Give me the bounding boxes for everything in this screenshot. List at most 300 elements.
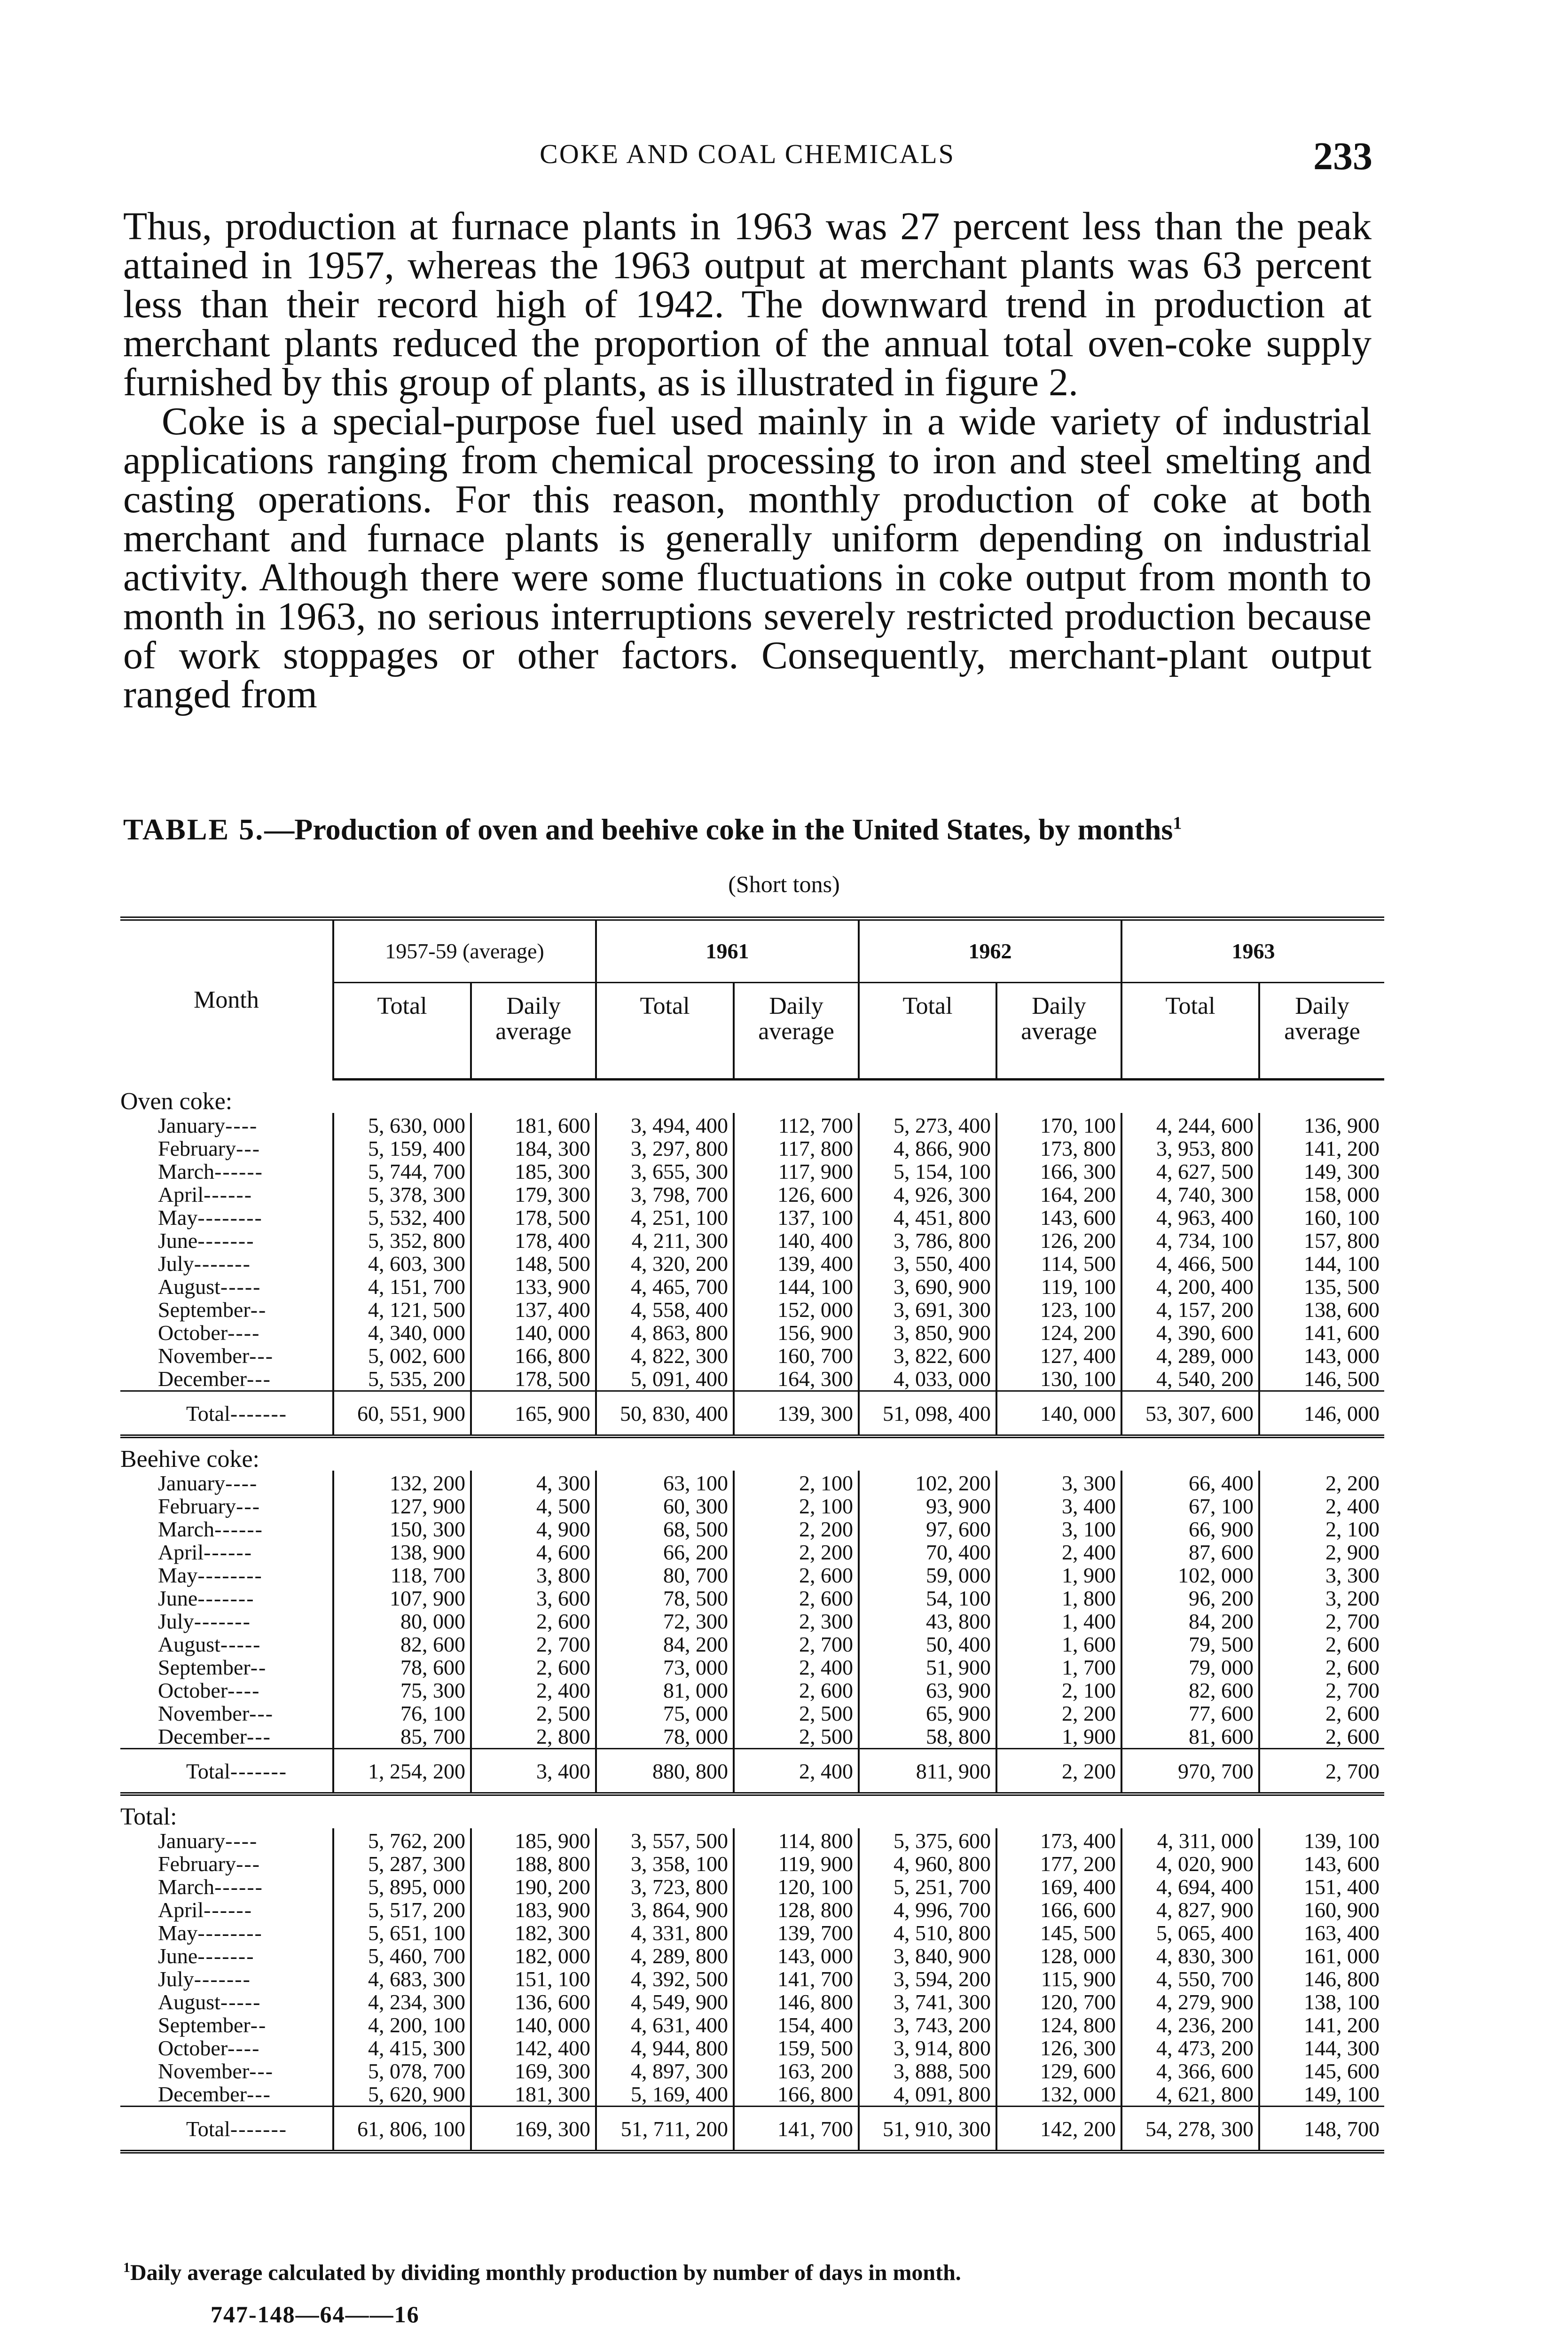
value-cell: 160, 900 (1259, 1898, 1384, 1921)
value-cell: 4, 944, 800 (596, 2037, 734, 2060)
running-title: COKE AND COAL CHEMICALS (540, 139, 955, 169)
month-cell (120, 1275, 333, 1298)
value-cell: 138, 100 (1259, 1990, 1384, 2013)
value-cell: 139, 100 (1259, 1828, 1384, 1852)
value-cell: 118, 700 (333, 1564, 471, 1587)
value-cell: 78, 000 (596, 1725, 734, 1749)
month-label: December (158, 2082, 247, 2106)
value-cell: 166, 800 (734, 2083, 859, 2107)
month-cell (120, 2037, 333, 2060)
section-label: Total: (120, 1794, 1384, 1828)
month-label: May (158, 1206, 198, 1230)
value-cell: 72, 300 (596, 1610, 734, 1633)
total-value-cell: 811, 900 (859, 1749, 996, 1794)
table-row (120, 1725, 1384, 1749)
value-cell: 126, 600 (734, 1183, 859, 1206)
value-cell: 3, 297, 800 (596, 1137, 734, 1160)
leader-dots: ------- (194, 1967, 251, 1991)
month-label: December (158, 1724, 247, 1748)
value-cell: 4, 236, 200 (1121, 2013, 1259, 2037)
value-cell: 1, 600 (996, 1633, 1121, 1656)
value-cell: 135, 500 (1259, 1275, 1384, 1298)
value-cell: 169, 300 (471, 2060, 596, 2083)
value-cell: 3, 840, 900 (859, 1944, 996, 1967)
value-cell: 4, 340, 000 (333, 1321, 471, 1344)
value-cell: 63, 100 (596, 1471, 734, 1495)
total-value-cell: 53, 307, 600 (1121, 1391, 1259, 1437)
month-cell (120, 1541, 333, 1564)
total-value-cell: 165, 900 (471, 1391, 596, 1437)
value-cell: 152, 000 (734, 1298, 859, 1321)
value-cell: 130, 100 (996, 1367, 1121, 1391)
month-cell (120, 1967, 333, 1990)
value-cell: 164, 200 (996, 1183, 1121, 1206)
value-cell: 4, 740, 300 (1121, 1183, 1259, 1206)
month-cell (120, 1137, 333, 1160)
table-row (120, 1344, 1384, 1367)
value-cell: 4, 500 (471, 1495, 596, 1518)
value-cell: 5, 273, 400 (859, 1113, 996, 1137)
value-cell: 4, 510, 800 (859, 1921, 996, 1944)
value-cell: 4, 558, 400 (596, 1298, 734, 1321)
value-cell: 132, 000 (996, 2083, 1121, 2107)
month-label: November (158, 1701, 250, 1725)
value-cell: 1, 700 (996, 1656, 1121, 1679)
leader-dots: ------- (197, 1944, 255, 1968)
value-cell: 4, 900 (471, 1518, 596, 1541)
month-cell (120, 1656, 333, 1679)
value-cell: 3, 494, 400 (596, 1113, 734, 1137)
footnote-text: Daily average calculated by dividing monthly production by number of days in month. (130, 2260, 961, 2285)
total-value-cell: 2, 400 (734, 1749, 859, 1794)
value-cell: 5, 651, 100 (333, 1921, 471, 1944)
year-header: 1962 (859, 919, 1121, 983)
value-cell: 177, 200 (996, 1852, 1121, 1875)
month-label: August (158, 1275, 220, 1299)
value-cell: 3, 557, 500 (596, 1828, 734, 1852)
value-cell: 181, 300 (471, 2083, 596, 2107)
value-cell: 50, 400 (859, 1633, 996, 1656)
total-value-cell: 50, 830, 400 (596, 1391, 734, 1437)
value-cell: 141, 700 (734, 1967, 859, 1990)
month-label: October (158, 1678, 228, 1702)
value-cell: 102, 200 (859, 1471, 996, 1495)
total-label-cell (120, 1391, 333, 1437)
value-cell: 75, 300 (333, 1679, 471, 1702)
value-cell: 4, 827, 900 (1121, 1898, 1259, 1921)
value-cell: 84, 200 (596, 1633, 734, 1656)
month-cell (120, 2013, 333, 2037)
leader-dots: ---- (225, 1113, 258, 1137)
value-cell: 5, 620, 900 (333, 2083, 471, 2107)
value-cell: 66, 200 (596, 1541, 734, 1564)
value-cell: 146, 500 (1259, 1367, 1384, 1391)
table-row (120, 1656, 1384, 1679)
total-row (120, 1749, 1384, 1794)
month-label: July (158, 1609, 194, 1633)
year-header: 1963 (1121, 919, 1384, 983)
value-cell: 133, 900 (471, 1275, 596, 1298)
table-row (120, 1321, 1384, 1344)
value-cell: 143, 000 (734, 1944, 859, 1967)
month-cell (120, 1471, 333, 1495)
value-cell: 4, 603, 300 (333, 1252, 471, 1275)
value-cell: 112, 700 (734, 1113, 859, 1137)
leader-dots: -- (250, 1655, 267, 1679)
value-cell: 4, 415, 300 (333, 2037, 471, 2060)
value-cell: 150, 300 (333, 1518, 471, 1541)
value-cell: 80, 700 (596, 1564, 734, 1587)
month-label: July (158, 1252, 194, 1276)
value-cell: 4, 234, 300 (333, 1990, 471, 2013)
value-cell: 78, 500 (596, 1587, 734, 1610)
leader-dots: ----- (220, 1275, 261, 1299)
month-cell (120, 1921, 333, 1944)
value-cell: 114, 800 (734, 1828, 859, 1852)
month-cell (120, 1495, 333, 1518)
table-row (120, 1160, 1384, 1183)
value-cell: 2, 600 (734, 1587, 859, 1610)
month-label: October (158, 2036, 228, 2060)
value-cell: 4, 996, 700 (859, 1898, 996, 1921)
value-cell: 120, 100 (734, 1875, 859, 1898)
value-cell: 3, 400 (996, 1495, 1121, 1518)
month-label: August (158, 1632, 220, 1656)
value-cell: 139, 700 (734, 1921, 859, 1944)
total-value-cell: 141, 700 (734, 2107, 859, 2152)
paragraph: Thus, production at furnace plants in 1963 was 27 percent less than the peak attained in 1957, whereas the 1963 output at merchant plants was 63 percent less than their record high of 1942. The downward trend in production at merchant plants reduced the proportion of the annual total oven-coke supply furnished by this group of plants, as is illustrated in figure 2. (123, 204, 1372, 404)
value-cell: 5, 251, 700 (859, 1875, 996, 1898)
value-cell: 2, 600 (1259, 1633, 1384, 1656)
value-cell: 4, 473, 200 (1121, 2037, 1259, 2060)
value-cell: 60, 300 (596, 1495, 734, 1518)
month-cell (120, 1828, 333, 1852)
value-cell: 5, 154, 100 (859, 1160, 996, 1183)
table-body (120, 1080, 1384, 2152)
value-cell: 140, 000 (471, 1321, 596, 1344)
value-cell: 97, 600 (859, 1518, 996, 1541)
leader-dots: ------- (197, 1229, 255, 1253)
value-cell: 4, 863, 800 (596, 1321, 734, 1344)
table-units: (Short tons) (728, 871, 840, 897)
value-cell: 3, 300 (996, 1471, 1121, 1495)
month-cell (120, 1113, 333, 1137)
month-label: September (158, 1298, 251, 1322)
value-cell: 3, 690, 900 (859, 1275, 996, 1298)
value-cell: 3, 594, 200 (859, 1967, 996, 1990)
table-row (120, 1679, 1384, 1702)
value-cell: 4, 151, 700 (333, 1275, 471, 1298)
value-cell: 144, 100 (734, 1275, 859, 1298)
value-cell: 156, 900 (734, 1321, 859, 1344)
value-cell: 2, 600 (1259, 1725, 1384, 1749)
production-table (120, 916, 1384, 2154)
value-cell: 84, 200 (1121, 1610, 1259, 1633)
table-row (120, 1564, 1384, 1587)
footnote-number: 1 (123, 2260, 130, 2275)
value-cell: 4, 960, 800 (859, 1852, 996, 1875)
value-cell: 137, 400 (471, 1298, 596, 1321)
leader-dots: ---- (227, 2036, 260, 2060)
value-cell: 5, 078, 700 (333, 2060, 471, 2083)
value-cell: 58, 800 (859, 1725, 996, 1749)
value-cell: 137, 100 (734, 1206, 859, 1229)
value-cell: 59, 000 (859, 1564, 996, 1587)
page-number: 233 (1313, 134, 1372, 178)
value-cell: 70, 400 (859, 1541, 996, 1564)
value-cell: 4, 200, 400 (1121, 1275, 1259, 1298)
value-cell: 4, 926, 300 (859, 1183, 996, 1206)
value-cell: 5, 630, 000 (333, 1113, 471, 1137)
value-cell: 79, 500 (1121, 1633, 1259, 1656)
value-cell: 120, 700 (996, 1990, 1121, 2013)
value-cell: 182, 300 (471, 1921, 596, 1944)
value-cell: 2, 600 (1259, 1702, 1384, 1725)
value-cell: 184, 300 (471, 1137, 596, 1160)
table-row (120, 2083, 1384, 2107)
month-cell (120, 1702, 333, 1725)
value-cell: 129, 600 (996, 2060, 1121, 2083)
month-cell (120, 1160, 333, 1183)
value-cell: 82, 600 (1121, 1679, 1259, 1702)
value-cell: 141, 600 (1259, 1321, 1384, 1344)
value-cell: 5, 159, 400 (333, 1137, 471, 1160)
value-cell: 159, 500 (734, 2037, 859, 2060)
value-cell: 128, 000 (996, 1944, 1121, 1967)
value-cell: 4, 091, 800 (859, 2083, 996, 2107)
value-cell: 138, 600 (1259, 1298, 1384, 1321)
total-row (120, 2107, 1384, 2152)
leader-dots: ------ (214, 1159, 263, 1183)
month-cell (120, 1852, 333, 1875)
month-cell (120, 2083, 333, 2107)
value-cell: 164, 300 (734, 1367, 859, 1391)
leader-dots: -------- (197, 1563, 263, 1587)
total-value-cell: 3, 400 (471, 1749, 596, 1794)
table-row (120, 1541, 1384, 1564)
value-cell: 2, 500 (471, 1702, 596, 1725)
value-cell: 2, 700 (1259, 1610, 1384, 1633)
value-cell: 96, 200 (1121, 1587, 1259, 1610)
value-cell: 4, 830, 300 (1121, 1944, 1259, 1967)
total-value-cell: 146, 000 (1259, 1391, 1384, 1437)
value-cell: 119, 100 (996, 1275, 1121, 1298)
value-cell: 132, 200 (333, 1471, 471, 1495)
leader-dots: -- (250, 1298, 267, 1322)
value-cell: 76, 100 (333, 1702, 471, 1725)
table-row (120, 1367, 1384, 1391)
value-cell: 117, 900 (734, 1160, 859, 1183)
value-cell: 183, 900 (471, 1898, 596, 1921)
value-cell: 3, 600 (471, 1587, 596, 1610)
month-cell (120, 1206, 333, 1229)
daily-column-header: Daily average (1259, 983, 1384, 1080)
value-cell: 2, 700 (1259, 1679, 1384, 1702)
table-row (120, 1898, 1384, 1921)
month-label: January (158, 1113, 226, 1137)
table-row (120, 1206, 1384, 1229)
value-cell: 2, 800 (471, 1725, 596, 1749)
month-label: June (158, 1944, 198, 1968)
total-value-cell: 142, 200 (996, 2107, 1121, 2152)
month-label: February (158, 1494, 236, 1518)
value-cell: 4, 897, 300 (596, 2060, 734, 2083)
leader-dots: --- (249, 2059, 274, 2083)
value-cell: 2, 100 (996, 1679, 1121, 1702)
month-label: February (158, 1136, 236, 1160)
print-code: 747-148—64——16 (211, 2301, 420, 2327)
value-cell: 4, 311, 000 (1121, 1828, 1259, 1852)
value-cell: 136, 900 (1259, 1113, 1384, 1137)
leader-dots: -- (250, 2013, 267, 2037)
month-label: January (158, 1829, 226, 1853)
value-cell: 5, 378, 300 (333, 1183, 471, 1206)
total-value-cell: 51, 711, 200 (596, 2107, 734, 2152)
table-label: TABLE 5. (123, 813, 265, 846)
value-cell: 1, 900 (996, 1564, 1121, 1587)
value-cell: 4, 392, 500 (596, 1967, 734, 1990)
value-cell: 151, 100 (471, 1967, 596, 1990)
value-cell: 158, 000 (1259, 1183, 1384, 1206)
table-row (120, 1990, 1384, 2013)
leader-dots: ------- (194, 1609, 251, 1633)
table-row (120, 1702, 1384, 1725)
value-cell: 127, 400 (996, 1344, 1121, 1367)
value-cell: 3, 300 (1259, 1564, 1384, 1587)
value-cell: 2, 100 (734, 1495, 859, 1518)
value-cell: 4, 963, 400 (1121, 1206, 1259, 1229)
leader-dots: --- (236, 1494, 261, 1518)
total-label: Total (186, 1759, 230, 1783)
value-cell: 3, 741, 300 (859, 1990, 996, 2013)
value-cell: 4, 121, 500 (333, 1298, 471, 1321)
footnote (123, 2260, 961, 2286)
leader-dots: ---- (227, 1678, 260, 1702)
value-cell: 2, 600 (1259, 1656, 1384, 1679)
value-cell: 4, 289, 800 (596, 1944, 734, 1967)
value-cell: 4, 866, 900 (859, 1137, 996, 1160)
value-cell: 4, 734, 100 (1121, 1229, 1259, 1252)
table-row (120, 1275, 1384, 1298)
value-cell: 3, 953, 800 (1121, 1137, 1259, 1160)
value-cell: 66, 400 (1121, 1471, 1259, 1495)
leader-dots: ------ (214, 1875, 263, 1899)
value-cell: 2, 400 (471, 1679, 596, 1702)
value-cell: 160, 700 (734, 1344, 859, 1367)
total-label: Total (186, 2117, 230, 2141)
month-column-header: Month (120, 919, 333, 1080)
value-cell: 93, 900 (859, 1495, 996, 1518)
value-cell: 136, 600 (471, 1990, 596, 2013)
value-cell: 181, 600 (471, 1113, 596, 1137)
leader-dots: --- (249, 1701, 274, 1725)
daily-column-header: Daily average (734, 983, 859, 1080)
value-cell: 66, 900 (1121, 1518, 1259, 1541)
leader-dots: --- (236, 1852, 261, 1876)
value-cell: 146, 800 (1259, 1967, 1384, 1990)
value-cell: 185, 300 (471, 1160, 596, 1183)
value-cell: 78, 600 (333, 1656, 471, 1679)
table-row (120, 2037, 1384, 2060)
leader-dots: ---- (227, 1321, 260, 1345)
month-label: December (158, 1367, 247, 1391)
table-row (120, 1137, 1384, 1160)
value-cell: 143, 600 (1259, 1852, 1384, 1875)
value-cell: 190, 200 (471, 1875, 596, 1898)
value-cell: 178, 400 (471, 1229, 596, 1252)
section-label: Oven coke: (120, 1088, 233, 1115)
month-cell (120, 1610, 333, 1633)
total-value-cell: 1, 254, 200 (333, 1749, 471, 1794)
value-cell: 4, 466, 500 (1121, 1252, 1259, 1275)
table-row (120, 1921, 1384, 1944)
month-cell (120, 1183, 333, 1206)
value-cell: 144, 100 (1259, 1252, 1384, 1275)
value-cell: 73, 000 (596, 1656, 734, 1679)
value-cell: 2, 400 (1259, 1495, 1384, 1518)
leader-dots: ------ (204, 1898, 253, 1922)
total-column-header: Total (1121, 983, 1259, 1080)
total-value-cell: 60, 551, 900 (333, 1391, 471, 1437)
month-cell (120, 1252, 333, 1275)
section-header-row (120, 1436, 1384, 1471)
value-cell: 5, 065, 400 (1121, 1921, 1259, 1944)
value-cell: 4, 200, 100 (333, 2013, 471, 2037)
table-row (120, 1298, 1384, 1321)
leader-dots: ------- (230, 1402, 288, 1426)
value-cell: 2, 200 (734, 1541, 859, 1564)
value-cell: 77, 600 (1121, 1702, 1259, 1725)
value-cell: 2, 900 (1259, 1541, 1384, 1564)
total-label: Total (186, 1402, 230, 1426)
table-caption (123, 812, 1392, 847)
total-column-header: Total (596, 983, 734, 1080)
value-cell: 5, 287, 300 (333, 1852, 471, 1875)
value-cell: 4, 600 (471, 1541, 596, 1564)
leader-dots: ------- (230, 2117, 288, 2141)
value-cell: 142, 400 (471, 2037, 596, 2060)
table-row (120, 1633, 1384, 1656)
value-cell: 149, 100 (1259, 2083, 1384, 2107)
value-cell: 5, 535, 200 (333, 1367, 471, 1391)
month-label: March (158, 1159, 215, 1183)
month-cell (120, 1898, 333, 1921)
month-label: May (158, 1563, 198, 1587)
value-cell: 126, 200 (996, 1229, 1121, 1252)
leader-dots: ------ (214, 1517, 263, 1541)
value-cell: 163, 200 (734, 2060, 859, 2083)
value-cell: 54, 100 (859, 1587, 996, 1610)
total-value-cell: 51, 910, 300 (859, 2107, 996, 2152)
value-cell: 5, 460, 700 (333, 1944, 471, 1967)
value-cell: 81, 000 (596, 1679, 734, 1702)
leader-dots: --- (247, 1367, 271, 1391)
table-row (120, 1852, 1384, 1875)
value-cell: 4, 540, 200 (1121, 1367, 1259, 1391)
month-label: March (158, 1875, 215, 1899)
value-cell: 3, 850, 900 (859, 1321, 996, 1344)
table-row (120, 1944, 1384, 1967)
value-cell: 2, 400 (996, 1541, 1121, 1564)
value-cell: 85, 700 (333, 1725, 471, 1749)
month-label: March (158, 1517, 215, 1541)
month-cell (120, 1944, 333, 1967)
value-cell: 157, 800 (1259, 1229, 1384, 1252)
month-label: April (158, 1898, 204, 1922)
leader-dots: -------- (197, 1921, 263, 1945)
value-cell: 102, 000 (1121, 1564, 1259, 1587)
value-cell: 4, 033, 000 (859, 1367, 996, 1391)
